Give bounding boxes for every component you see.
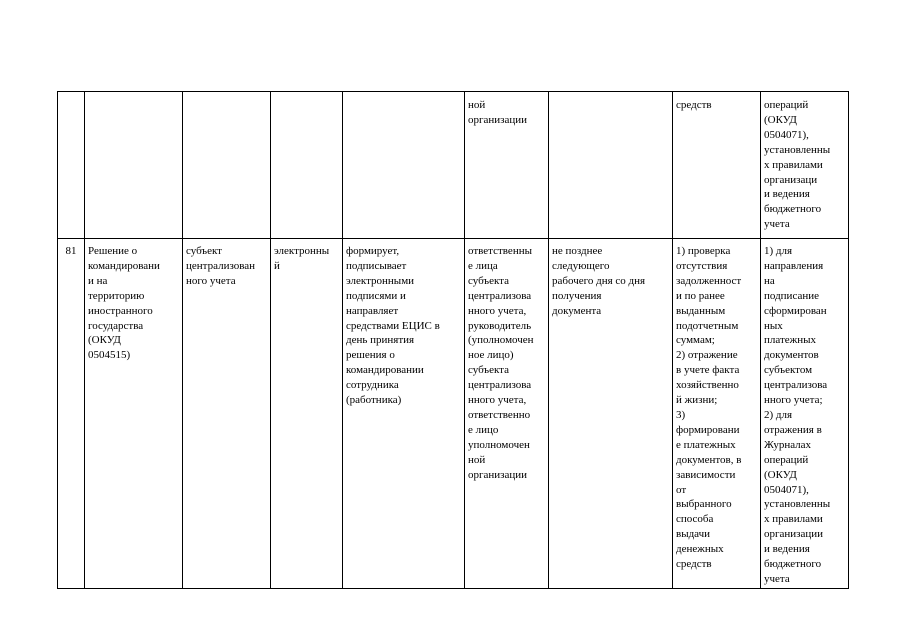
table-row-continuation — [58, 92, 849, 239]
document-table — [57, 91, 849, 589]
cell-deadline: не позднее следующего рабочего дня со дня получения документа — [549, 239, 673, 589]
cell-number: 81 — [58, 239, 85, 589]
cell-number — [58, 92, 85, 239]
cell-deadline — [549, 92, 673, 239]
cell-action: формирует, подписывает электронными подписями и направляет средствами ЕЦИС в день принятия решения о командировании сотрудника (работника) — [343, 239, 465, 589]
cell-recipient-action: 1) проверка отсутствия задолженност и по ранее выданным подотчетным суммам; 2) отражение в учете факта хозяйственно й жизни; 3) формировани е платежных документов, в зависимости от выбранного способа выдачи денежных средств — [673, 239, 761, 589]
cell-action — [343, 92, 465, 239]
cell-responsible: ответственны е лица субъекта централизова нного учета, руководитель (уполномочен ное лицо) субъекта централизова нного учета, ответственно е лицо уполномочен ной организации — [465, 239, 549, 589]
cell-document: Решение о командировани и на территорию иностранного государства (ОКУД 0504515) — [85, 239, 183, 589]
cell-form: электронны й — [271, 239, 343, 589]
cell-creator — [183, 92, 271, 239]
cell-purpose: 1) для направления на подписание сформирован ных платежных документов субъектом централизова нного учета; 2) для отражения в Журналах операций (ОКУД 0504071), установленны х правилами организации и ведения бюджетного учета — [761, 239, 849, 589]
cell-creator: субъект централизован ного учета — [183, 239, 271, 589]
cell-responsible: ной организации — [465, 92, 549, 239]
cell-form — [271, 92, 343, 239]
cell-purpose: операций (ОКУД 0504071), установленны х правилами организаци и ведения бюджетного учета — [761, 92, 849, 239]
table-row-81 — [58, 239, 849, 589]
cell-document — [85, 92, 183, 239]
cell-recipient-action: средств — [673, 92, 761, 239]
